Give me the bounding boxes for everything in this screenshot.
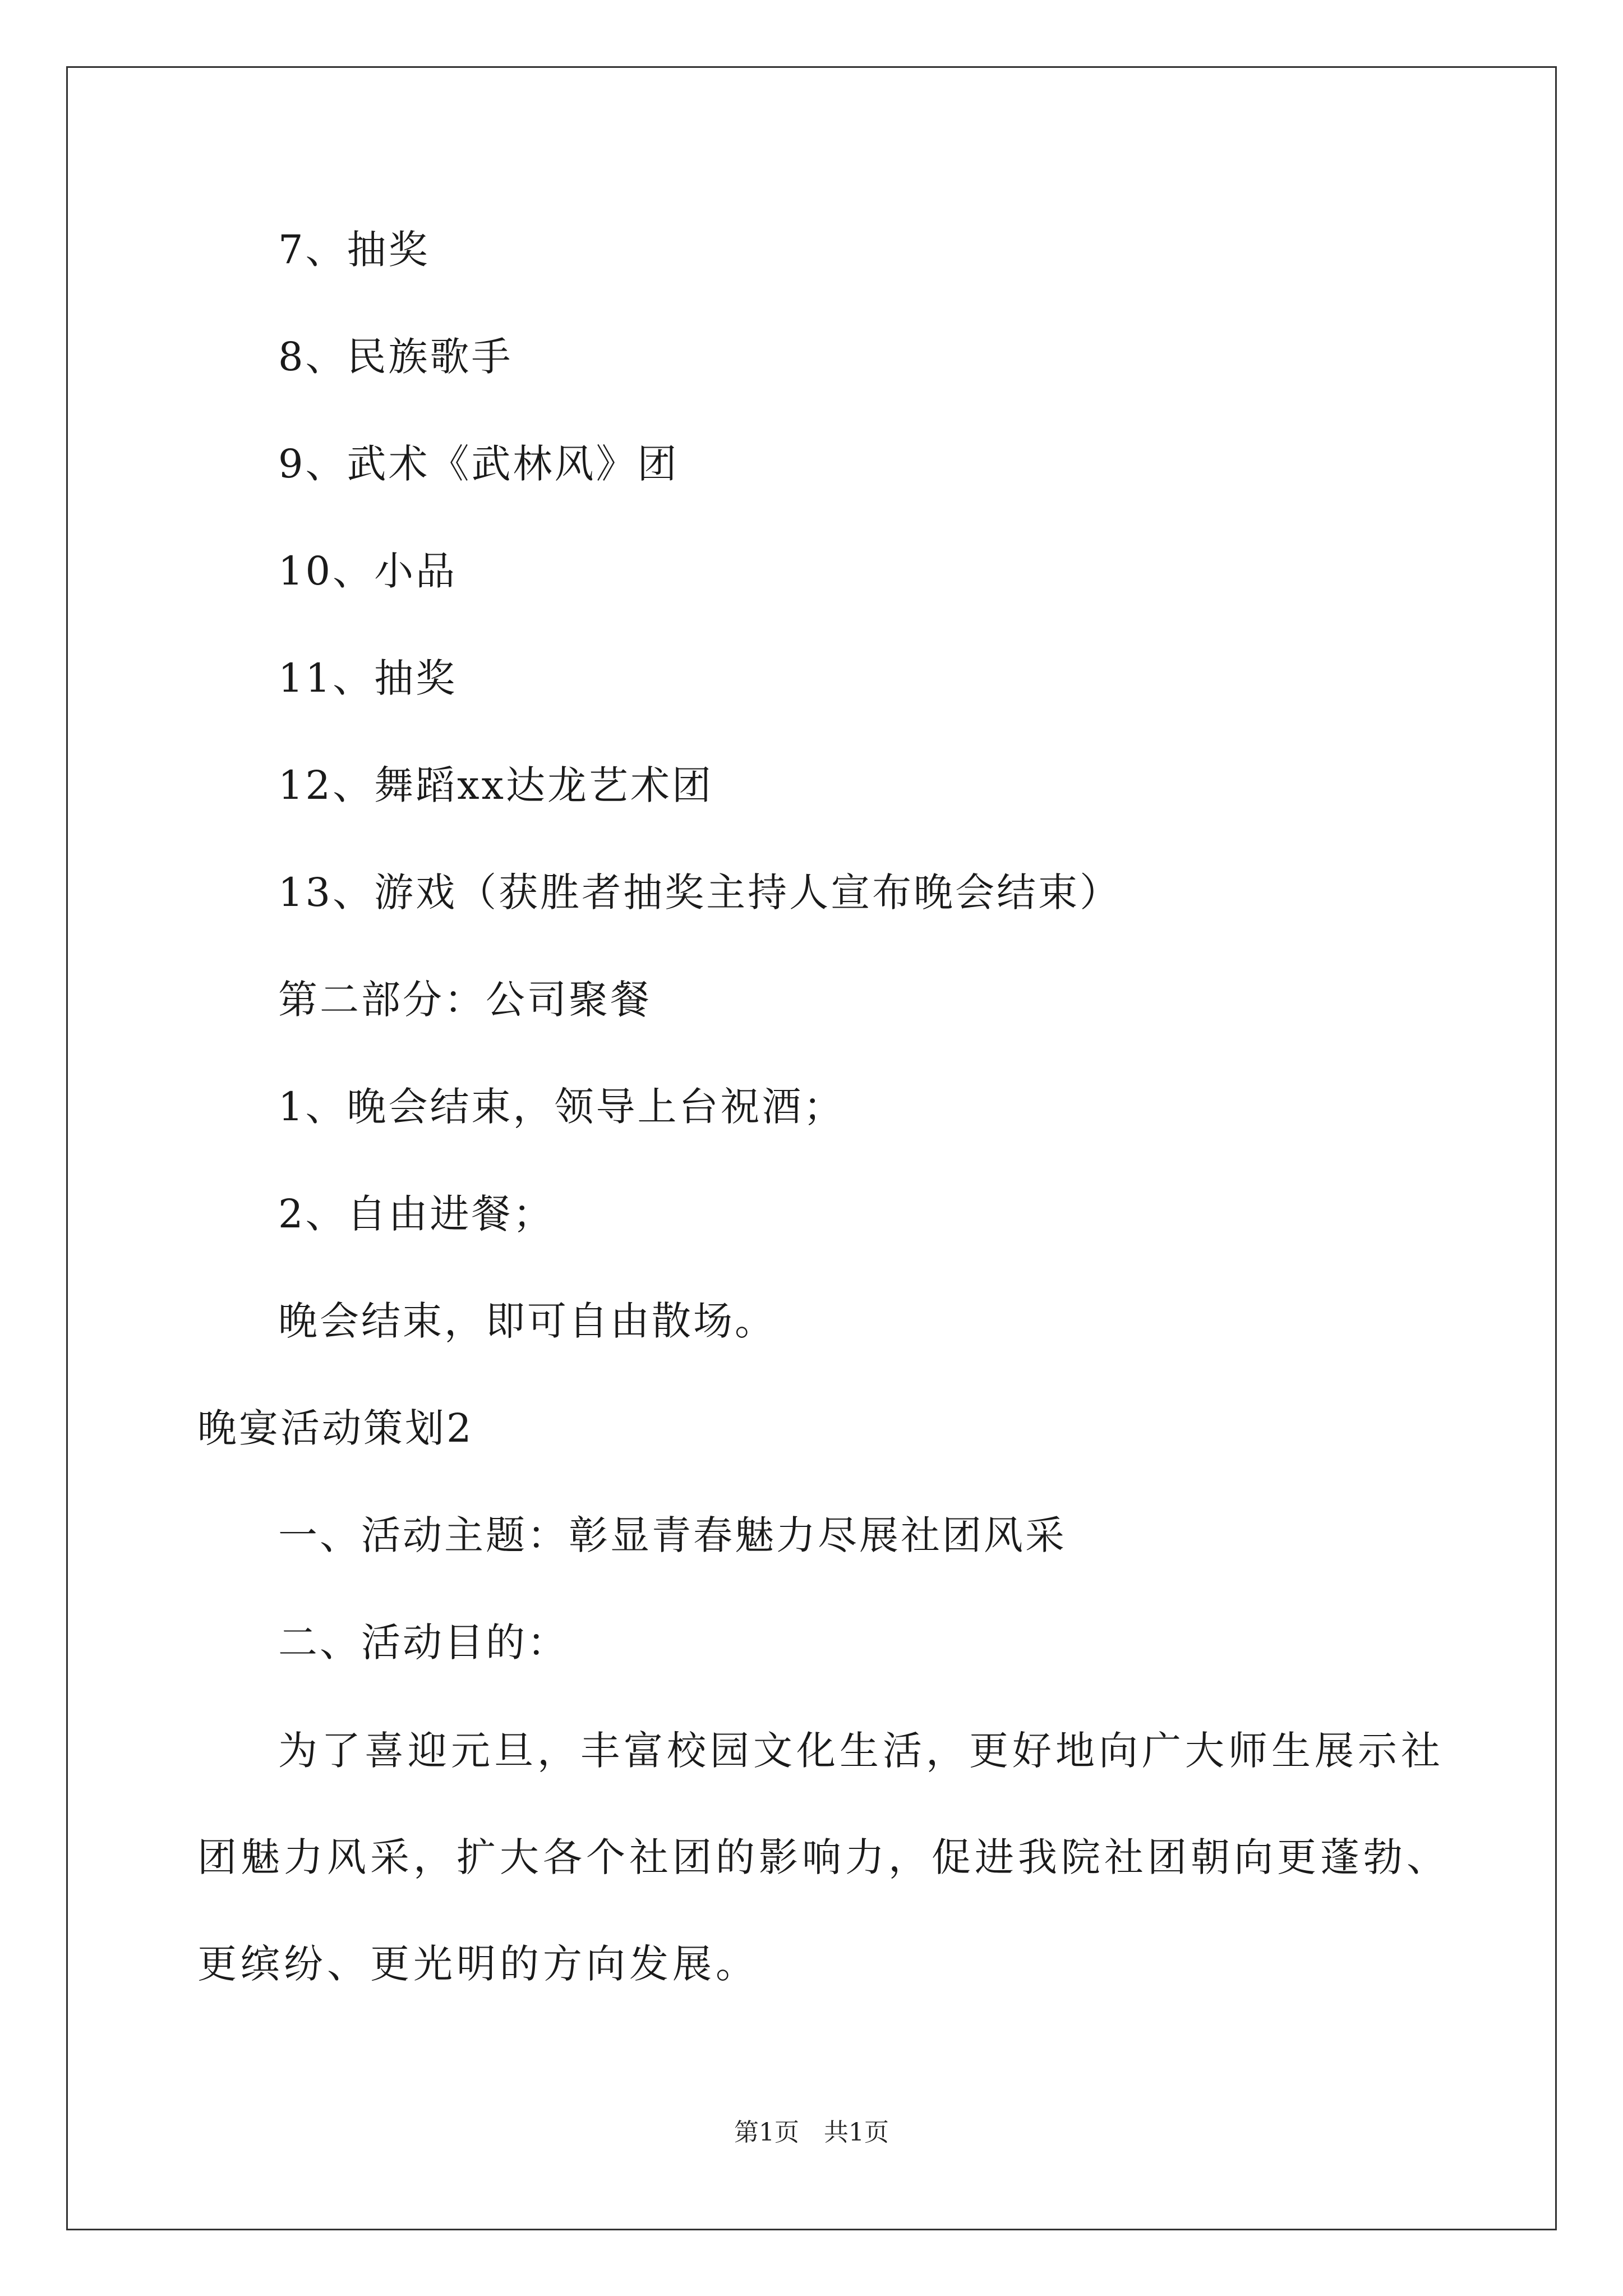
page-number: 第1页 共1页: [734, 2118, 889, 2147]
list-item: 11、抽奖: [278, 655, 458, 701]
list-item: 8、民族歌手: [278, 334, 513, 380]
list-item: 7、抽奖: [278, 227, 430, 273]
list-item: 9、武术《武林风》团: [278, 441, 679, 487]
list-item: 13、游戏（获胜者抽奖主持人宣布晚会结束）: [278, 869, 1122, 915]
list-item: 2、自由进餐；: [278, 1191, 555, 1237]
list-item: 12、舞蹈xx达龙艺术团: [278, 762, 714, 808]
list-item: 二、活动目的：: [278, 1619, 569, 1665]
closing-line: 晚会结束，即可自由散场。: [278, 1298, 776, 1344]
body-paragraph: 为了喜迎元旦，丰富校园文化生活，更好地向广大师生展示社团魅力风采，扩大各个社团的影响力，促进我院社团朝向更蓬勃、更缤纷、更光明的方向发展。: [197, 1728, 1450, 1987]
list-item: 一、活动主题：彰显青春魅力尽展社团风采: [278, 1512, 1067, 1558]
section-heading: 晚宴活动策划2: [197, 1405, 474, 1451]
part-heading: 第二部分：公司聚餐: [278, 977, 652, 1023]
list-item: 10、小品: [278, 548, 458, 594]
list-item: 1、晚会结束，领导上台祝酒；: [278, 1084, 845, 1130]
